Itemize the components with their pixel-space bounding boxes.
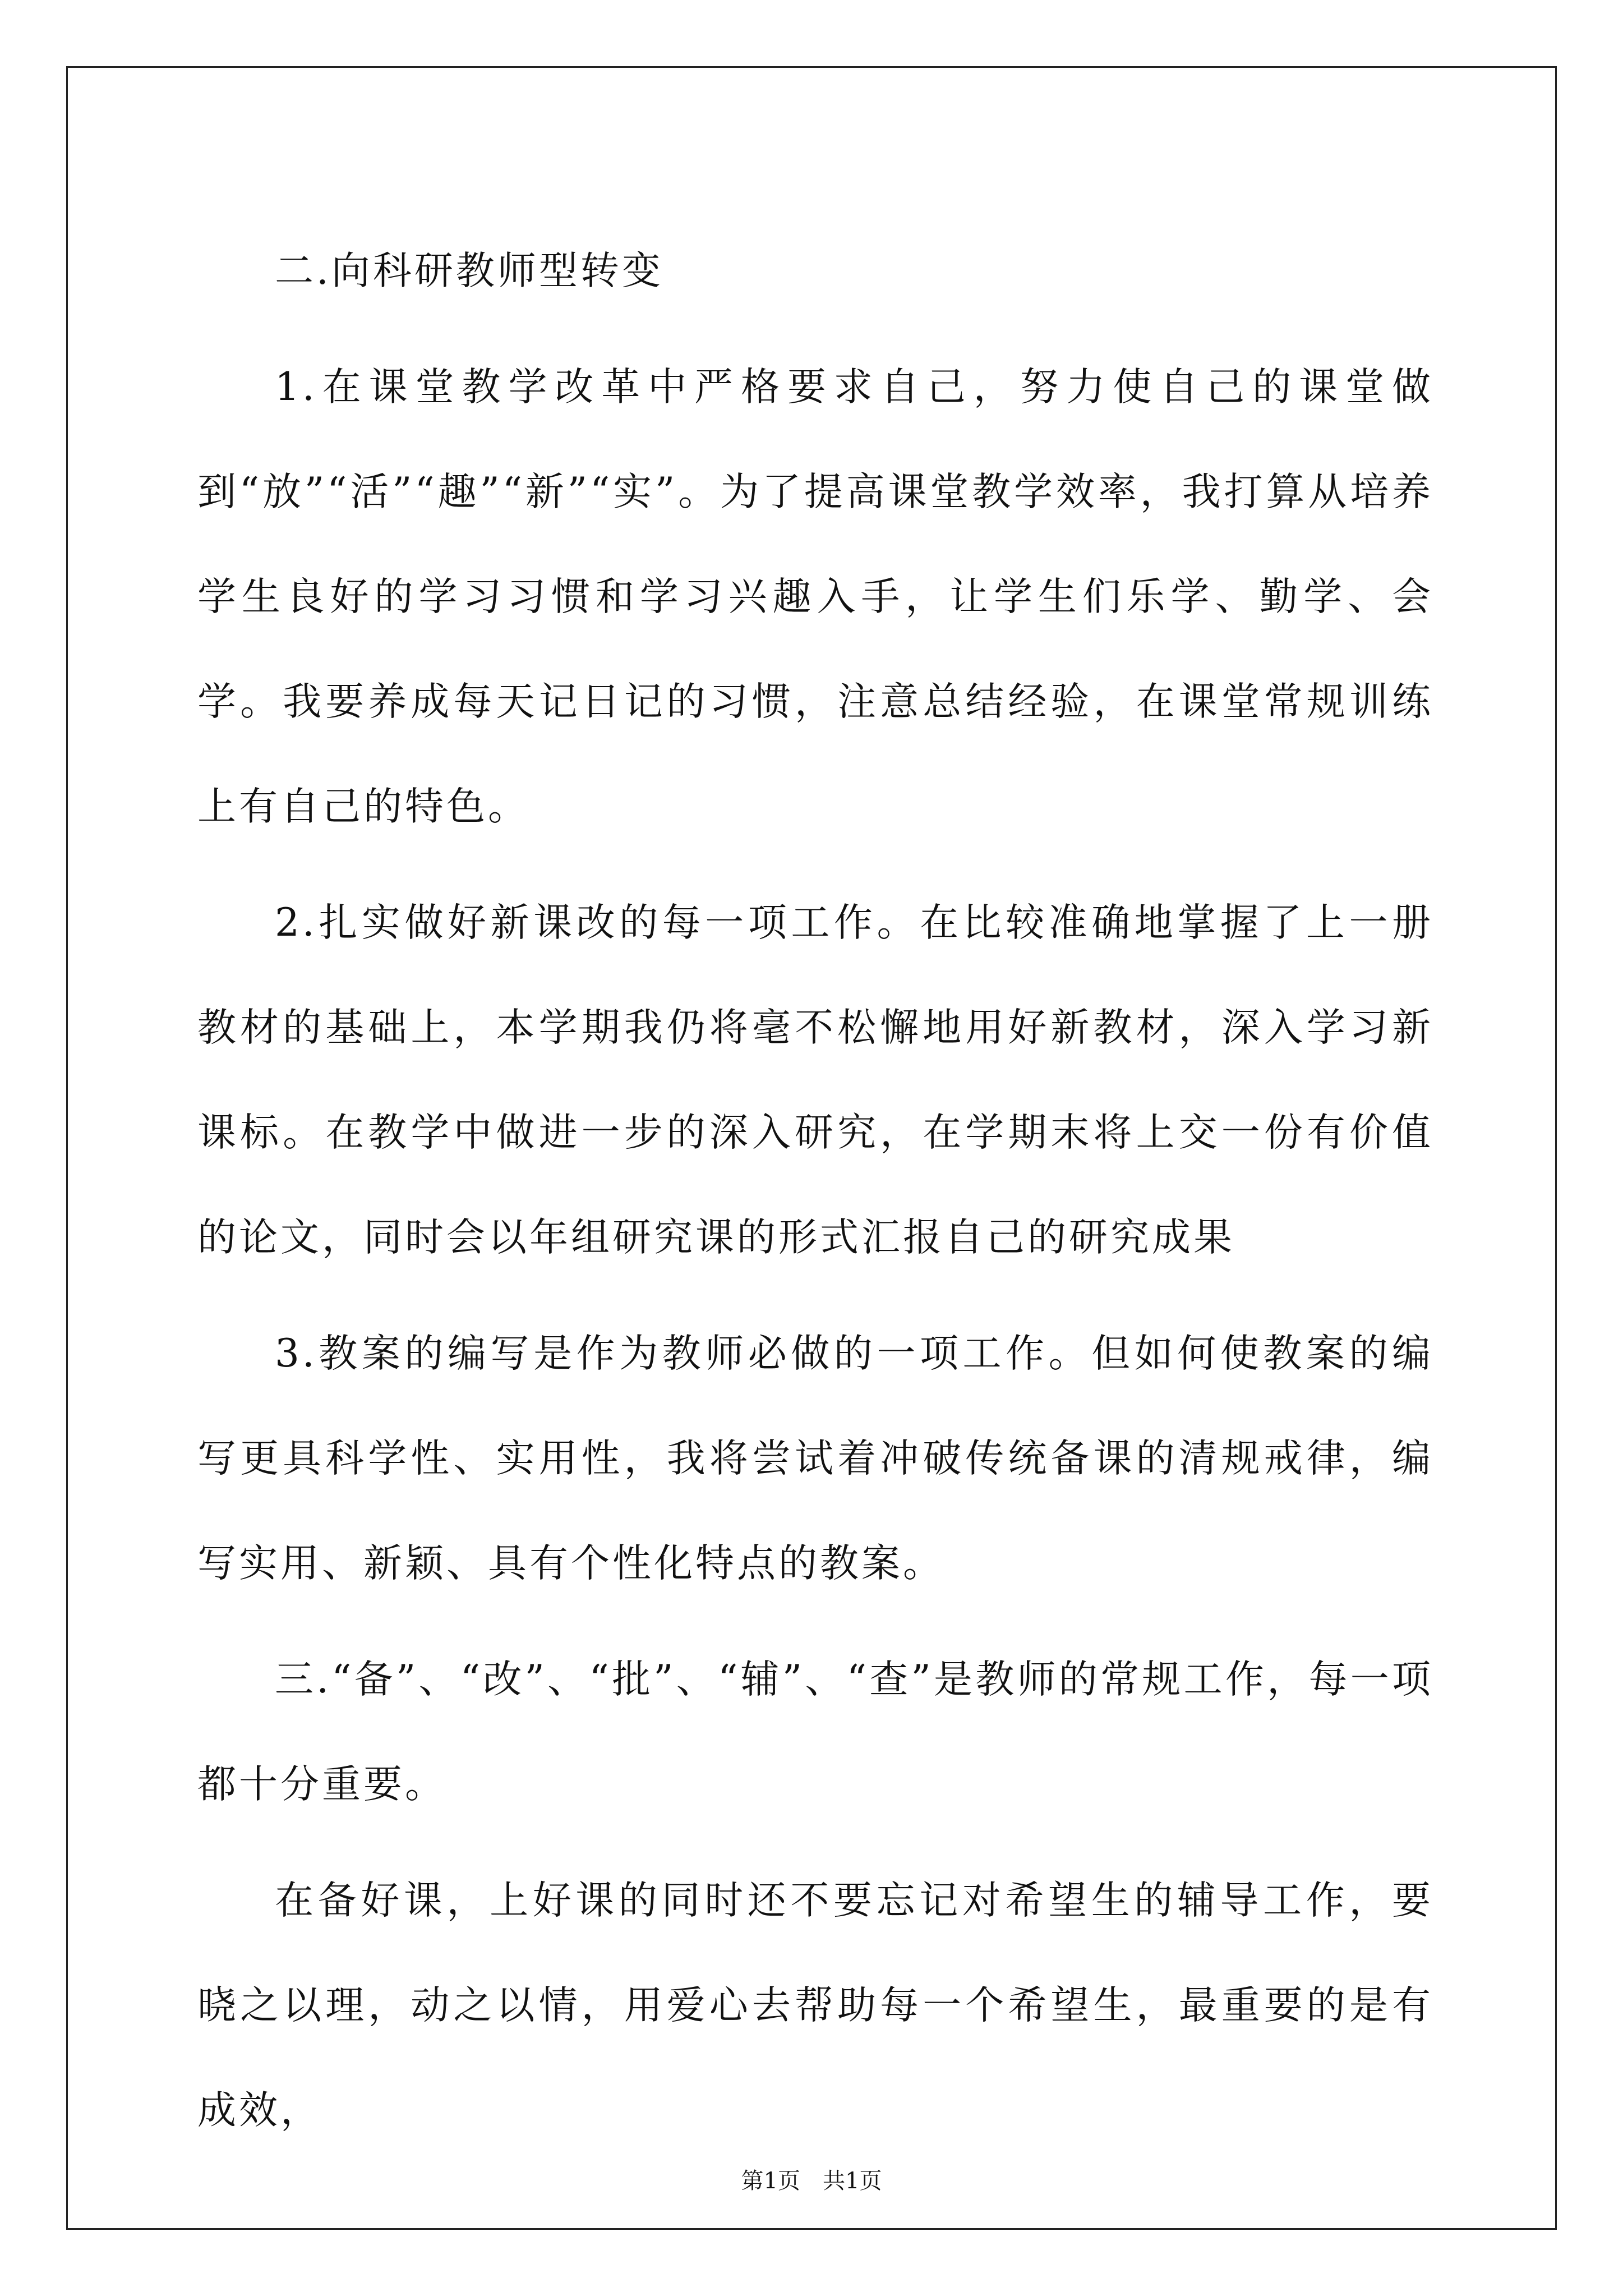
paragraph-item-2: 2.扎实做好新课改的每一项工作。在比较准确地掌握了上一册教材的基础上，本学期我仍将毫不松懈地用好新教材，深入学习新课标。在教学中做进一步的深入研究，在学期末将上交一份有价值的论文，同时会以年组研究课的形式汇报自己的研究成果 — [197, 900, 1433, 1260]
section-heading-3: 三.“备”、“改”、“批”、“辅”、“查”是教师的常规工作，每一项都十分重要。 — [197, 1657, 1433, 1807]
paragraph-tutoring: 在备好课，上好课的同时还不要忘记对希望生的辅导工作，要晓之以理，动之以情，用爱心去帮助每一个希望生，最重要的是有成效， — [197, 1878, 1433, 2133]
document-body — [197, 219, 1433, 2163]
paragraph-item-3: 3.教案的编写是作为教师必做的一项工作。但如何使教案的编写更具科学性、实用性，我将尝试着冲破传统备课的清规戒律，编写实用、新颖、具有个性化特点的教案。 — [197, 1331, 1433, 1586]
paragraph-item-1: 1.在课堂教学改革中严格要求自己，努力使自己的课堂做到“放”“活”“趣”“新”“实”。为了提高课堂教学效率，我打算从培养学生良好的学习习惯和学习兴趣入手，让学生们乐学、勤学、会学。我要养成每天记日记的习惯，注意总结经验，在课堂常规训练上有自己的特色。 — [197, 365, 1433, 829]
page-total: 共1页 — [823, 2168, 882, 2194]
page-footer — [0, 2164, 1623, 2198]
page-number: 第1页 — [741, 2168, 800, 2194]
section-heading: 二.向科研教师型转变 — [275, 249, 663, 293]
